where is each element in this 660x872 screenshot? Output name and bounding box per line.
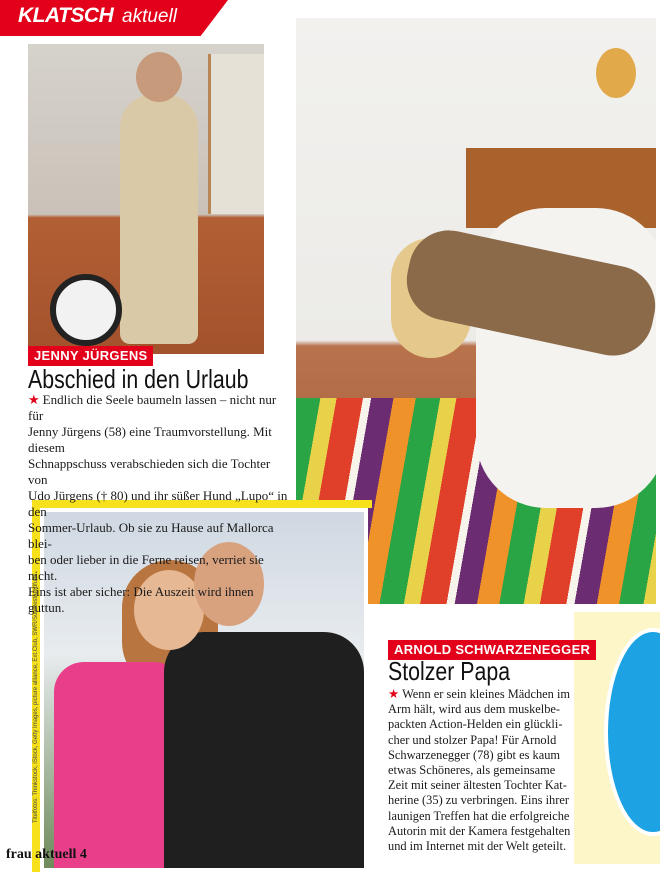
story-body-jenny: ★ Endlich die Seele baumeln lassen – nicht nur für Jenny Jürgens (58) eine Traumvorstellung. Mit diesem Schnappschuss verabschieden sich die Tochter von Udo Jürgens († 80) und ihr süßer Hund „Lupo“ in den Sommer-Urlaub. Ob sie zu Hause auf Mallorca blei- ben oder lieber in die Ferne reisen, verriet sie nicht. Eins ist aber sicher: Die Auszeit wird ihnen guttun.: [28, 392, 288, 615]
section-title: KLATSCH: [18, 4, 114, 27]
story-body-arnold: ★ Wenn er sein kleines Mädchen im Arm hält, wird aus dem muskelbe- packten Action-Helden ein glückli- cher und stolzer Papa! Für Arnold Schwarzenegger (78) gibt es kaum etwas Schöneres, als gemeinsame Zeit mit seiner ältesten Tochter Kat- herine (35) zu verbringen. Eins ihrer launigen Treffen hat die erfolgreiche Autorin mit der Kamera festgehalten und im Internet mit der Welt geteilt.: [388, 687, 571, 854]
story-headline-arnold: Stolzer Papa: [388, 656, 511, 686]
story-label-jenny: JENNY JÜRGENS: [28, 346, 153, 366]
magazine-brand: frau aktuell: [6, 847, 77, 862]
jenny-juergens-photo: [28, 44, 264, 354]
photo-credits: Titelfotos: Thinkstock, iStock, Getty Images, picture alliance, Ext.Club, SWR/Südwestrundfunk: [33, 573, 39, 823]
star-icon: ★: [388, 687, 400, 701]
star-icon: ★: [28, 392, 40, 407]
story-label-arnold: ARNOLD SCHWARZENEGGER: [388, 640, 596, 660]
story-headline-jenny: Abschied in den Urlaub: [28, 364, 249, 394]
section-subtitle: aktuell: [122, 6, 177, 27]
page-footer: [6, 847, 87, 863]
page-number: 4: [79, 847, 87, 862]
